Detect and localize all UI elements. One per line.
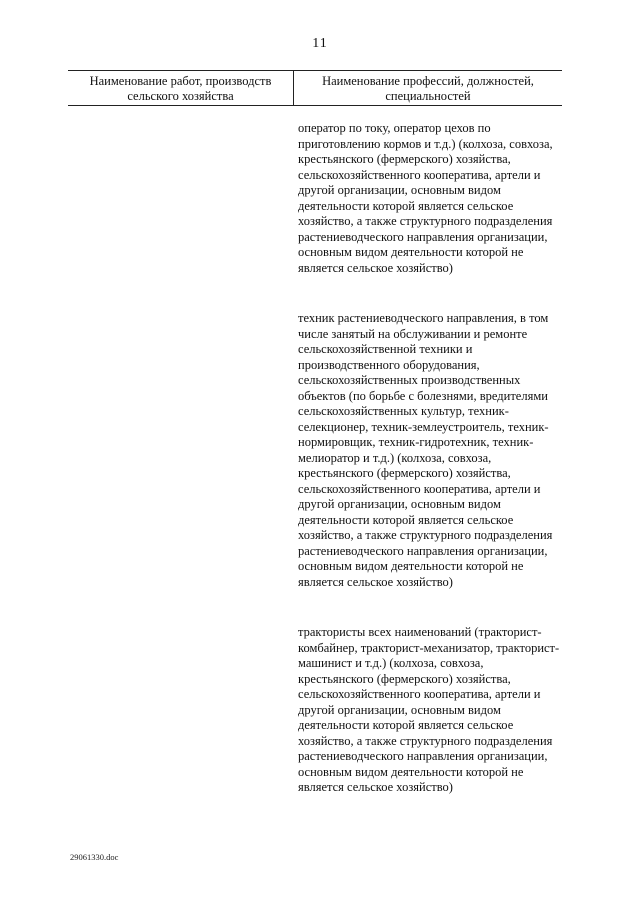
page-number: 11: [312, 36, 328, 51]
profession-entry: трактористы всех наименований (тракторист-комбайнер, тракторист-механизатор, тракторист-машинист и т.д.) (колхоза, совхоза, крестьянского (фермерского) хозяйства, сельскохозяйственного кооператива, артели и другой организации, основным видом деятельности которой является сельское хозяйство, а также структурного подразделения растениеводческого направления организации, основным видом деятельности которой не является сельское хозяйство): [298, 625, 560, 794]
profession-entry: оператор по току, оператор цехов по приготовлению кормов и т.д.) (колхоза, совхоза, крестьянского (фермерского) хозяйства, сельскохозяйственного кооператива, артели и другой организации, основным видом деятельности которой является сельское хозяйство, а также структурного подразделения растениеводческого направления организации, основным видом деятельности которой не является сельское хозяйство): [298, 121, 553, 275]
profession-entry: техник растениеводческого направления, в том числе занятый на обслуживании и ремонте сельскохозяйственной техники и производственного оборудования, сельскохозяйственных производственных объектов (по борьбе с болезнями, вредителями сельскохозяйственных культур, техник-селекционер, техник-землеустроитель, техник-нормировщик, техник-гидротехник, техник-мелиоратор и т.д.) (колхоза, совхоза, крестьянского (фермерского) хозяйства, сельскохозяйственного кооператива, артели и другой организации, основным видом деятельности которой является сельское хозяйство, а также структурного подразделения растениеводческого направления организации, основным видом деятельности которой не является сельское хозяйство): [298, 311, 553, 589]
header-professions: Наименование профессий, должностей, специальностей: [322, 74, 534, 103]
header-work-types: Наименование работ, производств сельского хозяйства: [89, 74, 272, 103]
table-header: [68, 70, 562, 106]
document-filename: 29061330.doc: [70, 852, 119, 862]
profession-list: [298, 121, 560, 831]
